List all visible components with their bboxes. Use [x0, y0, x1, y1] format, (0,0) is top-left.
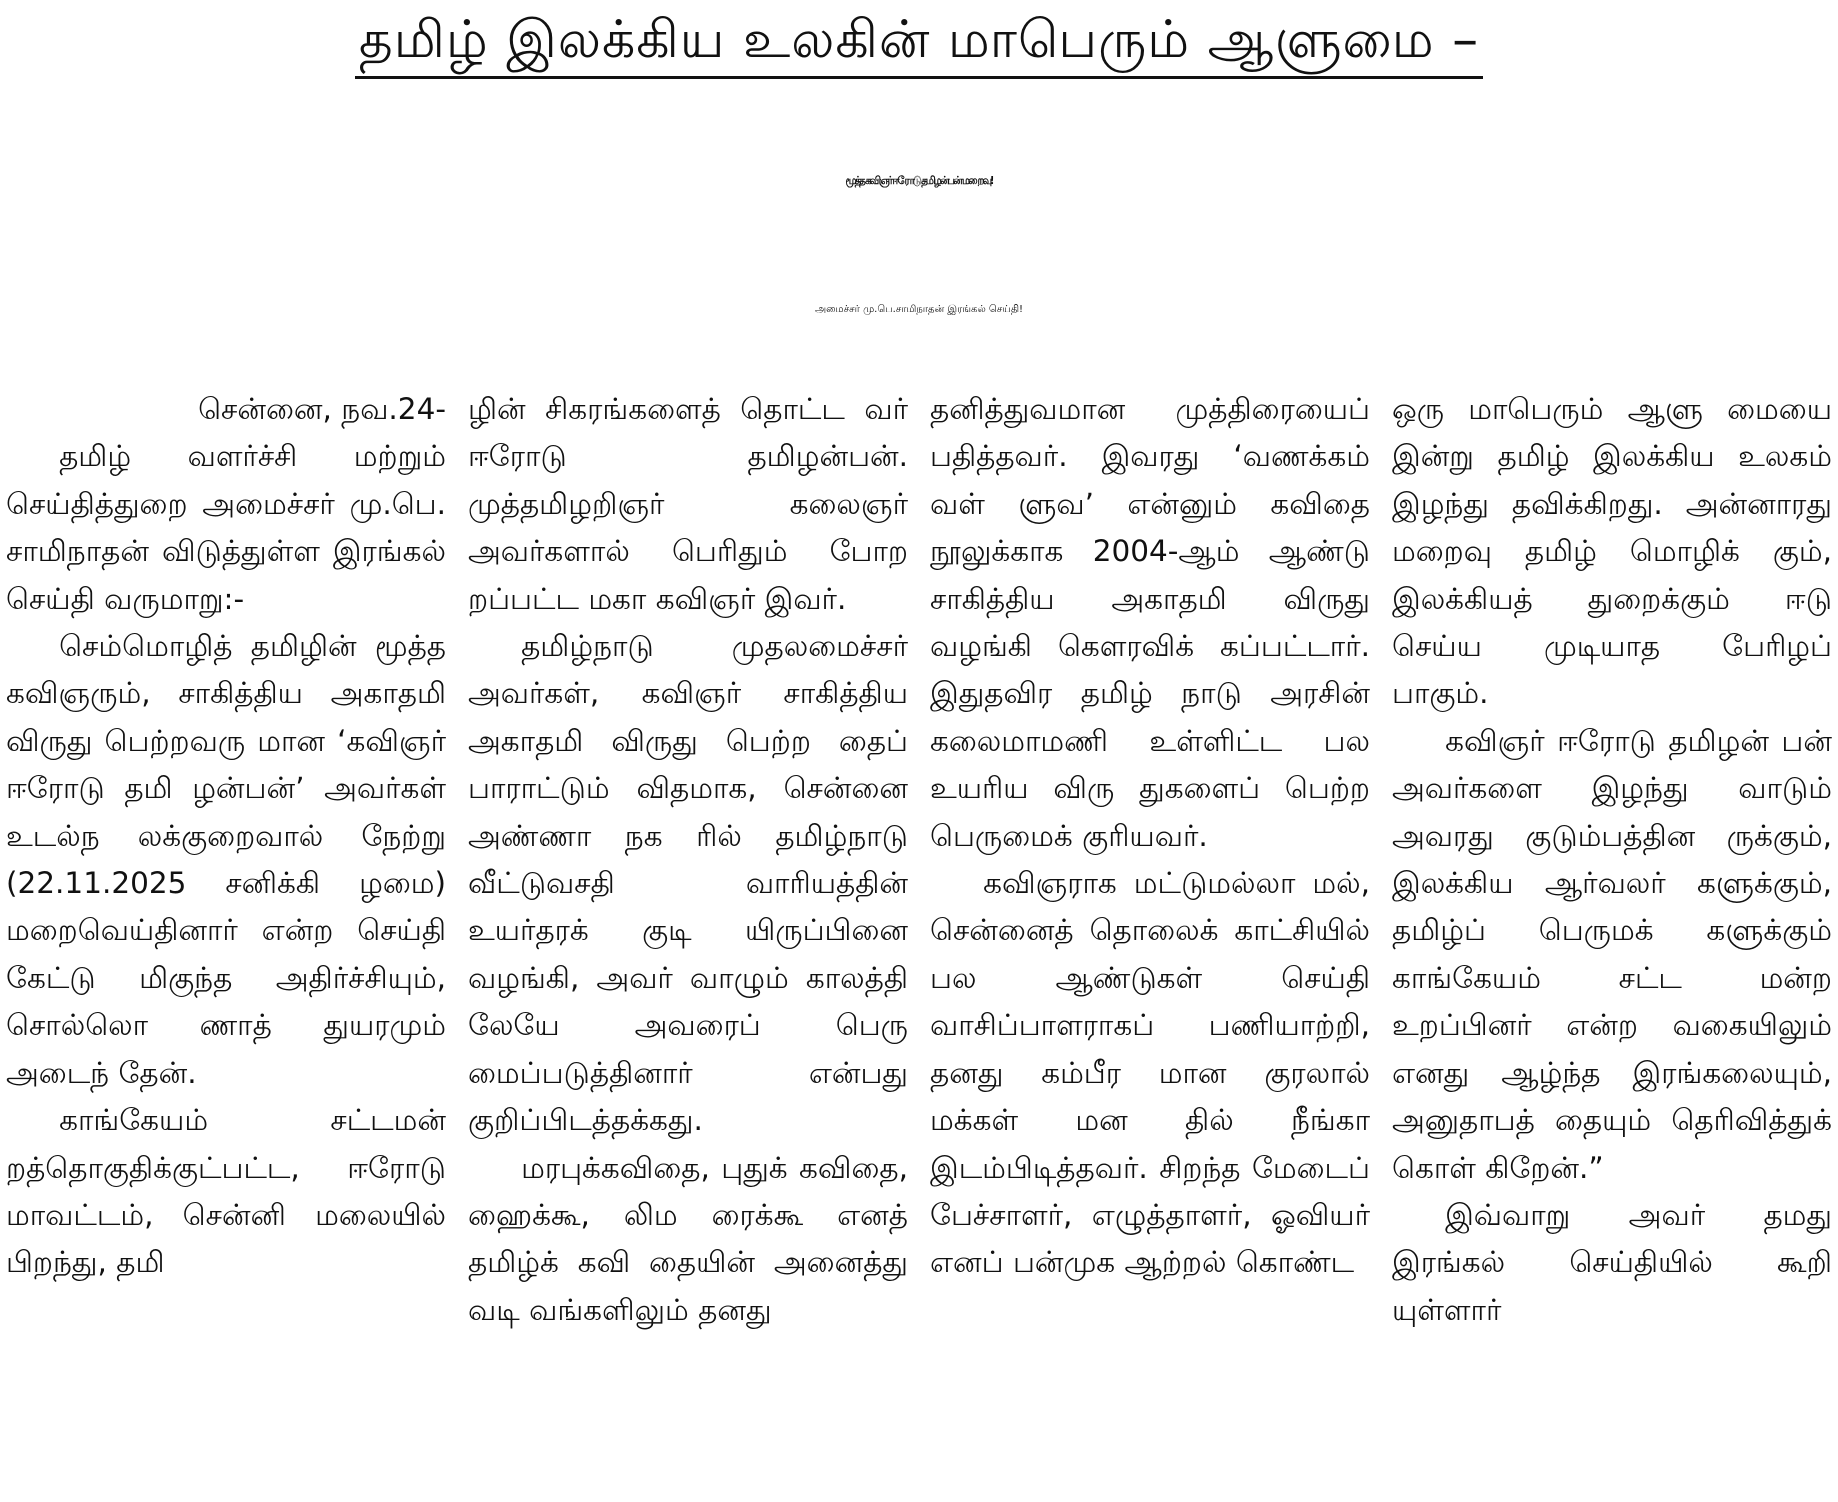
column-3 [930, 386, 1370, 1496]
kicker: தமிழ் இலக்கிய உலகின் மாபெரும் ஆளுமை – [355, 4, 1483, 79]
paragraph: தமிழ் வளர்ச்சி மற்றும் செய்தித்துறை அமைச்சர் மு.பெ. சாமிநாதன் விடுத்துள்ள இரங்கல் செய்தி வருமாறு:- [6, 439, 446, 616]
column-1 [6, 386, 446, 1496]
article-body [6, 386, 1832, 1496]
paragraph: ழின் சிகரங்களைத் தொட்ட வர் ஈரோடு தமிழன்பன். முத்தமிழறிஞர் கலைஞர் அவர்களால் பெரிதும் போற றப்பட்ட மகா கவிஞர் இவர். [468, 392, 908, 616]
headline: மூத்த கவிஞர் ஈரோடு தமிழன்பன் மறைவு! [845, 175, 993, 188]
column-2 [468, 386, 908, 1496]
paragraph: தனித்துவமான முத்திரையைப் பதித்தவர். இவரது ‘வணக்கம் வள் ளுவ’ என்னும் கவிதை நூலுக்காக 2004-ஆம் ஆண்டு சாகித்திய அகாதமி விருது வழங்கி கௌரவிக் கப்பட்டார். இதுதவிர தமிழ் நாடு அரசின் கலைமாமணி உள்ளிட்ட பல உயரிய விரு துகளைப் பெற்ற பெருமைக் குரியவர். [930, 392, 1370, 853]
paragraph: கவிஞராக மட்டுமல்லா மல், சென்னைத் தொலைக் காட்சியில் பல ஆண்டுகள் செய்தி வாசிப்பாளராகப் பணியாற்றி, தனது கம்பீர மான குரலால் மக்கள் மன தில் நீங்கா இடம்பிடித்தவர். சிறந்த மேடைப் பேச்சாளர், எழுத்தாளர், ஓவியர் எனப் பன்முக ஆற்றல் கொண்ட [930, 866, 1370, 1280]
paragraph: இவ்வாறு அவர் தமது இரங்கல் செய்தியில் கூறி யுள்ளார் [1392, 1197, 1832, 1327]
paragraph: மரபுக்கவிதை, புதுக் கவிதை, ஹைக்கூ, லிம ரைக்கூ எனத் தமிழ்க் கவி தையின் அனைத்து வடி வங்களிலும் தனது [468, 1150, 908, 1327]
paragraph: காங்கேயம் சட்டமன் றத்தொகுதிக்குட்பட்ட, ஈரோடு மாவட்டம், சென்னி மலையில் பிறந்து, தமி [6, 1103, 446, 1280]
paragraph: ஒரு மாபெரும் ஆளு மையை இன்று தமிழ் இலக்கிய உலகம் இழந்து தவிக்கிறது. அன்னாரது மறைவு தமிழ் மொழிக் கும், இலக்கியத் துறைக்கும் ஈடு செய்ய முடியாத பேரிழப் பாகும். [1392, 392, 1832, 711]
kicker-wrap [0, 4, 1838, 79]
paragraph: தமிழ்நாடு முதலமைச்சர் அவர்கள், கவிஞர் சாகித்திய அகாதமி விருது பெற்ற தைப் பாராட்டும் விதமாக, சென்னை அண்ணா நக ரில் தமிழ்நாடு வீட்டுவசதி வாரியத்தின் உயர்தரக் குடி யிருப்பினை வழங்கி, அவர் வாழும் காலத்தி லேயே அவரைப் பெரு மைப்படுத்தினார் என்பது குறிப்பிடத்தக்கது. [468, 629, 908, 1138]
dateline: சென்னை, நவ.24- [198, 392, 446, 426]
paragraph: செம்மொழித் தமிழின் மூத்த கவிஞரும், சாகித்திய அகாதமி விருது பெற்றவரு மான ‘கவிஞர் ஈரோடு தமி ழன்பன்’ அவர்கள் உடல்ந லக்குறைவால் நேற்று (22.11.2025 சனிக்கி ழமை) மறைவெய்தினார் என்ற செய்தி கேட்டு மிகுந்த அதிர்ச்சியும், சொல்லொ ணாத் துயரமும் அடைந் தேன். [6, 629, 446, 1090]
paragraph: கவிஞர் ஈரோடு தமிழன் பன் அவர்களை இழந்து வாடும் அவரது குடும்பத்தின ருக்கும், இலக்கிய ஆர்வலர் களுக்கும், தமிழ்ப் பெருமக் களுக்கும் காங்கேயம் சட்ட மன்ற உறப்பினர் என்ற வகையிலும் எனது ஆழ்ந்த இரங்கலையும், அனுதாபத் தையும் தெரிவித்துக் கொள் கிறேன்.” [1392, 723, 1832, 1185]
subheadline: அமைச்சர் மு.பெ.சாமிநாதன் இரங்கல் செய்தி! [814, 304, 1024, 315]
column-4 [1392, 386, 1832, 1496]
